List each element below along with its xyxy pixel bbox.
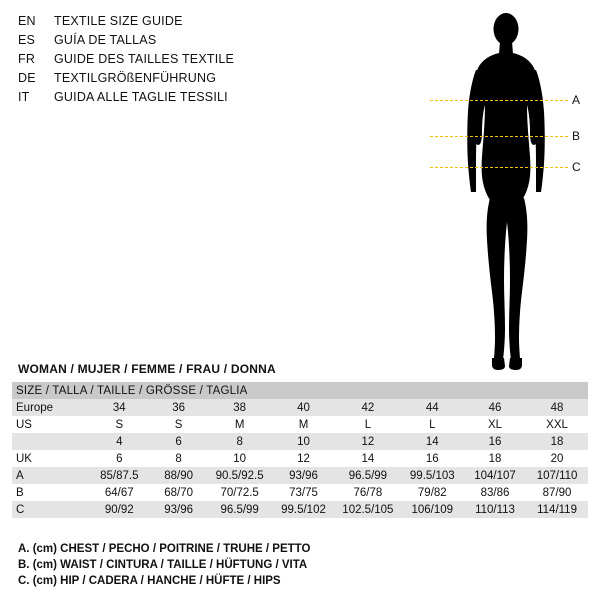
cell: 79/82 xyxy=(401,484,464,501)
cell: 12 xyxy=(272,450,335,467)
cell: S xyxy=(89,416,150,433)
cell: 96.5/99 xyxy=(335,467,401,484)
cell: 99.5/103 xyxy=(401,467,464,484)
cell: 34 xyxy=(89,399,150,416)
cell: 8 xyxy=(150,450,208,467)
language-text-fr: GUIDE DES TAILLES TEXTILE xyxy=(54,52,235,66)
row-label: US xyxy=(12,416,89,433)
cell: S xyxy=(150,416,208,433)
note-a: A. (cm) CHEST / PECHO / POITRINE / TRUHE / PETTO xyxy=(18,543,311,555)
cell: 20 xyxy=(526,450,588,467)
cell: 6 xyxy=(150,433,208,450)
cell: 90.5/92.5 xyxy=(207,467,271,484)
cell: 12 xyxy=(335,433,401,450)
cell: 18 xyxy=(464,450,526,467)
cell: L xyxy=(401,416,464,433)
cell: M xyxy=(272,416,335,433)
cell: L xyxy=(335,416,401,433)
measure-label-c: C xyxy=(572,160,581,174)
table-row xyxy=(12,399,588,416)
cell: 107/110 xyxy=(526,467,588,484)
cell: 93/96 xyxy=(272,467,335,484)
cell: 104/107 xyxy=(464,467,526,484)
language-text-de: TEXTILGRÖßENFÜHRUNG xyxy=(54,71,217,85)
cell: 88/90 xyxy=(150,467,208,484)
cell: 36 xyxy=(150,399,208,416)
cell: 73/75 xyxy=(272,484,335,501)
table-header-row xyxy=(12,382,588,399)
cell: 76/78 xyxy=(335,484,401,501)
table-header-label: SIZE / TALLA / TAILLE / GRÖSSE / TAGLIA xyxy=(12,382,588,399)
cell: 8 xyxy=(207,433,271,450)
table-row xyxy=(12,416,588,433)
row-label: B xyxy=(12,484,89,501)
cell: 106/109 xyxy=(401,501,464,518)
cell: 44 xyxy=(401,399,464,416)
note-c: C. (cm) HIP / CADERA / HANCHE / HÜFTE / HIPS xyxy=(18,575,281,587)
measure-line-c xyxy=(430,167,568,168)
row-label: Europe xyxy=(12,399,89,416)
cell: 46 xyxy=(464,399,526,416)
cell: 99.5/102 xyxy=(272,501,335,518)
table-row xyxy=(12,433,588,450)
table-row xyxy=(12,484,588,501)
language-code-de: DE xyxy=(18,71,36,85)
cell: 64/67 xyxy=(89,484,150,501)
cell: 93/96 xyxy=(150,501,208,518)
cell: 10 xyxy=(207,450,271,467)
cell: 16 xyxy=(401,450,464,467)
cell: 110/113 xyxy=(464,501,526,518)
cell: 14 xyxy=(401,433,464,450)
table-row xyxy=(12,467,588,484)
language-code-fr: FR xyxy=(18,52,36,66)
cell: 48 xyxy=(526,399,588,416)
language-code-es: ES xyxy=(18,33,36,47)
language-row-en xyxy=(18,14,338,33)
cell: 83/86 xyxy=(464,484,526,501)
row-label: A xyxy=(12,467,89,484)
row-label: C xyxy=(12,501,89,518)
cell: 38 xyxy=(207,399,271,416)
language-row-fr xyxy=(18,52,338,71)
language-code-it: IT xyxy=(18,90,30,104)
cell: XXL xyxy=(526,416,588,433)
cell: 18 xyxy=(526,433,588,450)
measure-label-b: B xyxy=(572,129,581,143)
measurement-notes xyxy=(18,541,310,589)
language-list xyxy=(18,14,338,109)
cell: 90/92 xyxy=(89,501,150,518)
cell: 10 xyxy=(272,433,335,450)
cell: 70/72.5 xyxy=(207,484,271,501)
cell: 96.5/99 xyxy=(207,501,271,518)
size-table xyxy=(12,382,588,518)
measure-line-b xyxy=(430,136,568,137)
language-text-en: TEXTILE SIZE GUIDE xyxy=(54,14,183,28)
measure-line-a xyxy=(430,100,568,101)
cell: 68/70 xyxy=(150,484,208,501)
language-row-it xyxy=(18,90,338,109)
cell: 6 xyxy=(89,450,150,467)
cell: 87/90 xyxy=(526,484,588,501)
language-row-de xyxy=(18,71,338,90)
language-text-es: GUÍA DE TALLAS xyxy=(54,33,157,47)
cell: XL xyxy=(464,416,526,433)
note-b: B. (cm) WAIST / CINTURA / TAILLE / HÜFTUNG / VITA xyxy=(18,559,308,571)
cell: M xyxy=(207,416,271,433)
cell: 114/119 xyxy=(526,501,588,518)
language-code-en: EN xyxy=(18,14,36,28)
table-row xyxy=(12,501,588,518)
cell: 4 xyxy=(89,433,150,450)
language-row-es xyxy=(18,33,338,52)
cell: 16 xyxy=(464,433,526,450)
section-title: WOMAN / MUJER / FEMME / FRAU / DONNA xyxy=(18,362,276,376)
table-row xyxy=(12,450,588,467)
cell: 40 xyxy=(272,399,335,416)
cell: 102.5/105 xyxy=(335,501,401,518)
body-silhouette-icon xyxy=(430,8,590,373)
measure-label-a: A xyxy=(572,93,581,107)
row-label xyxy=(12,433,89,450)
cell: 85/87.5 xyxy=(89,467,150,484)
language-text-it: GUIDA ALLE TAGLIE TESSILI xyxy=(54,90,228,104)
cell: 14 xyxy=(335,450,401,467)
female-silhouette-figure xyxy=(430,8,590,373)
cell: 42 xyxy=(335,399,401,416)
row-label: UK xyxy=(12,450,89,467)
